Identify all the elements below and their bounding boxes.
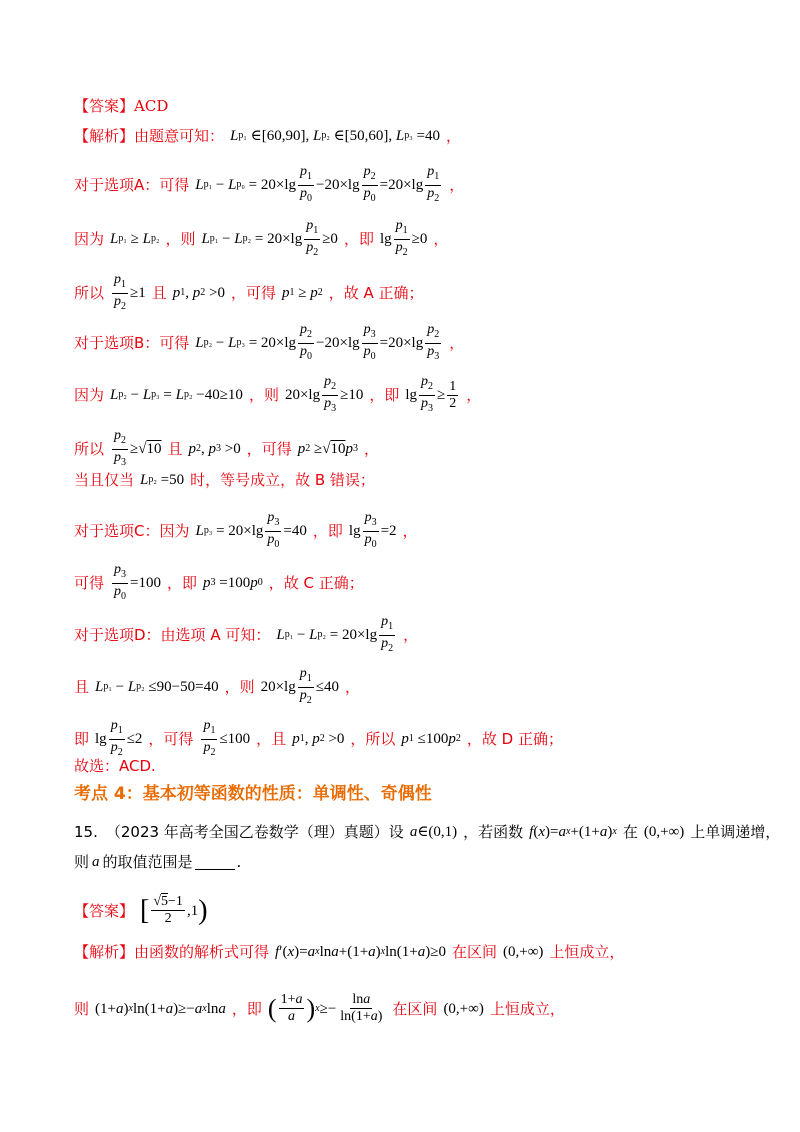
text-then: ，则 [224, 678, 255, 697]
option-d-and [74, 666, 360, 709]
question-text-b: 在 [622, 823, 638, 841]
formula: L p₁ ≥ L p₂ [110, 231, 160, 248]
option-b-therefore [74, 428, 379, 471]
answer-line-2 [74, 894, 214, 927]
option-c-result [74, 562, 364, 605]
text-correct: ，故 A 正确； [328, 284, 424, 303]
formula: $\frac{p_1}{p_2}$ ≤100 [203, 718, 251, 758]
option-d-text: 对于选项D：由选项 A 可知： [74, 626, 271, 645]
formula: $\frac{p_1}{p_2}$ ≥1 [114, 272, 146, 312]
answer-line [74, 96, 168, 116]
variable-a: a [92, 854, 100, 870]
text-then: ，则 [248, 386, 279, 405]
formula: p 1 , p 2 >0 [172, 285, 225, 302]
analysis-intro: 由题意可知： [134, 127, 225, 145]
option-b-equality [74, 470, 375, 490]
formula: L p₁ − L p₂ = 20×lg $\frac{p_1}{p_2}$ [276, 614, 394, 654]
analysis-line: 【解析】 由题意可知： L p₁ ∈[60,90], L p₂ ∈[50,60], L p₃ =40 ， [74, 127, 461, 145]
text-ie: ，即 [166, 574, 197, 593]
answer-value: ACD [134, 97, 169, 115]
text-comma: ， [433, 230, 449, 249]
text-then: ，则 [165, 230, 196, 249]
formula: $\frac{p_2}{p_3}$ ≥√ 10 [114, 428, 162, 468]
text-get: ，可得 [148, 730, 194, 749]
formula: L p₃ = 20×lg $\frac{p_3}{p_0}$ =40 [195, 510, 307, 550]
text-ie: ，即 [369, 386, 400, 405]
formula: lg $\frac{p_1}{p_2}$ ≤2 [95, 718, 143, 758]
text-wrong: 时，等号成立，故 B 错误； [190, 471, 375, 489]
text-comma: ， [403, 626, 419, 645]
text-and: 且 [151, 284, 167, 303]
question-text-c: 上单调递增， [690, 823, 781, 841]
formula: p 3 =100 p 0 [203, 575, 263, 592]
analysis-text-c: 上恒成立， [549, 943, 625, 961]
formula: p 2 , p 3 >0 [188, 441, 241, 458]
text-because: 因为 [74, 386, 105, 405]
formula: L p₁ − L p₂ ≤90−50=40 [95, 679, 219, 696]
analysis-label: 【解析】 [74, 127, 135, 145]
answer-label: 【答案】 [74, 901, 135, 920]
option-d-result [74, 718, 563, 761]
text-iff: 当且仅当 [74, 471, 135, 489]
option-b-line: 对于选项B：可得 L p₂ − L p₃ = 20×lg $\frac{p_2}{p_0}$ −20×lg $\frac{p_3}{p_0}$ =20×lg $\frac{p_2}{p_3}$ ， [74, 322, 464, 365]
option-b-formula: L p₂ − L p₃ = 20×lg $\frac{p_2}{p_0}$ −20×lg $\frac{p_3}{p_0}$ =20×lg $\frac{p_2}{p_3}$ [195, 322, 440, 362]
question-15-line2 [74, 852, 241, 872]
formula: lg $\frac{p_3}{p_0}$ =2 [348, 510, 397, 550]
formula: f ′( x )= a x ln a +(1+ a ) x ln(1+ a )≥0 [275, 944, 446, 960]
text-then: 则 [74, 853, 90, 871]
option-d-line [74, 614, 418, 657]
formula: p 1 , p 2 >0 [292, 731, 345, 748]
text-ie: ，即 [312, 522, 343, 541]
text-period: . [236, 853, 242, 871]
text-comma: ， [363, 440, 379, 459]
formula: lg $\frac{p_1}{p_2}$ ≥0 [379, 218, 428, 258]
section-heading [74, 784, 432, 804]
formula: (0,+∞) [443, 1000, 484, 1017]
analysis-line-2 [74, 942, 624, 962]
text-and: 且 [167, 440, 183, 459]
analysis-text-b: 在区间 [451, 943, 497, 961]
text-therefore: 所以 [74, 440, 105, 459]
formula: (1+ a ) x ln(1+ a )≥− a x ln a [95, 1000, 226, 1017]
text-comma: ， [344, 678, 360, 697]
text-get: ，可得 [230, 284, 276, 303]
choose-text: 故选：ACD. [74, 757, 156, 775]
text-because: 因为 [74, 230, 105, 249]
option-a-therefore [74, 272, 424, 315]
question-15 [74, 822, 780, 842]
heading-text: 考点 4：基本初等函数的性质：单调性、奇偶性 [74, 784, 432, 804]
formula: 20×lg $\frac{p_1}{p_2}$ ≤40 [260, 666, 339, 706]
formula: L p₁ − L p₂ = 20×lg $\frac{p_1}{p_2}$ ≥0 [201, 218, 338, 258]
analysis-formula: L p₁ ∈[60,90], L p₂ ∈[50,60], L p₃ =40 [230, 128, 440, 144]
answer-label: 【答案】 [74, 97, 135, 115]
formula: p 1 ≤100 p 2 [401, 731, 461, 748]
analysis-label: 【解析】 [74, 943, 135, 961]
text-then: 则 [74, 999, 90, 1018]
formula: f ( x )= a x +(1+ a ) x [529, 824, 617, 840]
formula: (0,+∞) [503, 944, 544, 960]
text-correct: ，故 C 正确； [268, 574, 364, 593]
text-ie: ，即 [343, 230, 374, 249]
answer-blank [195, 855, 235, 870]
formula: ( $\frac{1+a}{a}$ ) x ≥− $\frac{\ln a}{\ln(1+a)}$ [267, 992, 383, 1024]
text-comma: ， [402, 522, 418, 541]
analysis-text-a: 由函数的解析式可得 [134, 943, 270, 961]
text-holds: 上恒成立， [489, 999, 565, 1018]
text-and: ，且 [256, 730, 287, 749]
analysis-line-3 [74, 992, 565, 1025]
option-a-formula: L p₁ − L p₀ = 20×lg $\frac{p_1}{p_0}$ −20×lg $\frac{p_2}{p_0}$ =20×lg $\frac{p_1}{p_2}$ [195, 164, 440, 204]
option-b-text: 对于选项B：可得 [74, 334, 190, 353]
option-a-text: 对于选项A：可得 [74, 176, 190, 195]
formula: a ∈(0,1) [409, 824, 458, 840]
text-ie: ，即 [231, 999, 262, 1018]
text-get: 可得 [74, 574, 105, 593]
question-number: 15. [74, 823, 98, 841]
option-a-line: 对于选项A：可得 L p₁ − L p₀ = 20×lg $\frac{p_1}{p_0}$ −20×lg $\frac{p_2}{p_0}$ =20×lg $\frac{p_1}{p_2}$ ， [74, 164, 464, 207]
formula: $\frac{p_3}{p_0}$ =100 [114, 562, 161, 602]
answer-formula: [ $\frac{√5-1}{2}$ ,1 ) [140, 894, 208, 926]
formula: p 2 ≥√ 10 p 3 [297, 441, 358, 458]
text-and: 且 [74, 678, 90, 697]
text-ie: 即 [74, 730, 90, 749]
option-c-line [74, 510, 418, 553]
formula: L p₂ − L p₃ = L p₂ −40≥10 [110, 387, 243, 404]
formula: 20×lg $\frac{p_2}{p_3}$ ≥10 [284, 374, 364, 414]
text-therefore: 所以 [74, 284, 105, 303]
formula: p 1 ≥ p 2 [282, 285, 323, 302]
option-b-because: 因为 L p₂ − L p₃ = L p₂ −40≥10 ，则 20×lg $\frac{p_2}{p_3}$ ≥10 ，即 lg $\frac{p_2}{p_3}$ ≥ $\frac{1}{2}$ ， [74, 374, 481, 417]
text-range: 的取值范围是 [102, 853, 193, 871]
text-get: ，可得 [246, 440, 292, 459]
option-c-text: 对于选项C：因为 [74, 522, 190, 541]
formula: (0,+∞) [643, 824, 685, 840]
text-therefore: ，所以 [350, 730, 396, 749]
text-correct: ，故 D 正确； [466, 730, 563, 749]
choose-line [74, 756, 156, 776]
option-a-because [74, 218, 448, 261]
text-interval: 在区间 [392, 999, 438, 1018]
question-source: （2023 年高考全国乙卷数学（理）真题）设 [105, 823, 404, 841]
formula: L p₂ =50 [140, 472, 185, 488]
formula: lg $\frac{p_2}{p_3}$ ≥ $\frac{1}{2}$ [405, 374, 457, 414]
question-text-a: ，若函数 [463, 823, 524, 841]
